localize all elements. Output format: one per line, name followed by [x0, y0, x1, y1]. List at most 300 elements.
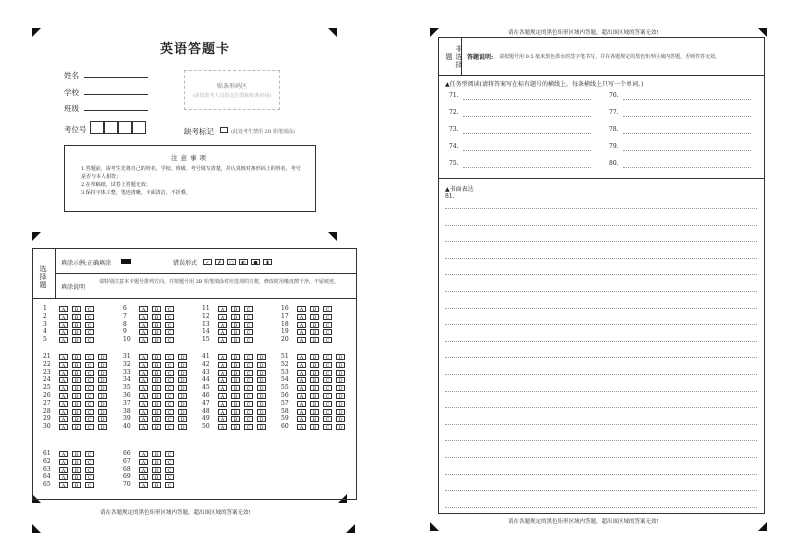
- answer-option-c[interactable]: C: [323, 354, 332, 360]
- answer-option-c[interactable]: C: [323, 377, 332, 383]
- task-answer-line[interactable]: [463, 133, 591, 134]
- answer-option-c[interactable]: C: [244, 314, 253, 320]
- answer-option-c[interactable]: C: [165, 377, 174, 383]
- answer-option-b[interactable]: B: [310, 362, 319, 368]
- writing-line[interactable]: [445, 424, 757, 425]
- answer-option-a[interactable]: A: [59, 354, 68, 360]
- answer-option-a[interactable]: A: [218, 370, 227, 376]
- answer-option-b[interactable]: B: [310, 354, 319, 360]
- writing-line[interactable]: [445, 391, 757, 392]
- answer-option-c[interactable]: C: [165, 409, 174, 415]
- answer-option-b[interactable]: B: [72, 385, 81, 391]
- answer-option-b[interactable]: B: [231, 401, 240, 407]
- answer-option-a[interactable]: A: [297, 377, 306, 383]
- answer-option-b[interactable]: B: [72, 322, 81, 328]
- task-item-number: 80.: [609, 160, 619, 167]
- answer-option-b[interactable]: B: [152, 337, 161, 343]
- answer-option-a[interactable]: A: [59, 474, 68, 480]
- answer-option-b[interactable]: B: [72, 337, 81, 343]
- answer-option-d[interactable]: D: [257, 393, 266, 399]
- answer-option-a[interactable]: A: [139, 401, 148, 407]
- task-answer-line[interactable]: [463, 116, 591, 117]
- writing-line[interactable]: [445, 341, 757, 342]
- answer-option-c[interactable]: C: [85, 409, 94, 415]
- answer-option-a[interactable]: A: [139, 322, 148, 328]
- answer-option-c[interactable]: C: [323, 393, 332, 399]
- writing-line[interactable]: [445, 440, 757, 441]
- answer-option-a[interactable]: A: [59, 451, 68, 457]
- task-answer-line[interactable]: [463, 99, 591, 100]
- answer-option-a[interactable]: A: [139, 409, 148, 415]
- answer-option-b[interactable]: B: [231, 329, 240, 335]
- answer-option-b[interactable]: B: [152, 401, 161, 407]
- answer-option-c[interactable]: C: [165, 306, 174, 312]
- answer-option-a[interactable]: A: [139, 451, 148, 457]
- answer-option-c[interactable]: C: [85, 337, 94, 343]
- answer-option-c[interactable]: C: [85, 482, 94, 488]
- answer-option-d[interactable]: D: [98, 401, 107, 407]
- answer-option-a[interactable]: A: [59, 416, 68, 422]
- answer-option-a[interactable]: A: [59, 385, 68, 391]
- task-answer-line[interactable]: [623, 133, 751, 134]
- answer-option-a[interactable]: A: [59, 329, 68, 335]
- answer-option-c[interactable]: C: [323, 409, 332, 415]
- seat-digit-box[interactable]: [90, 121, 104, 134]
- answer-option-c[interactable]: C: [85, 354, 94, 360]
- answer-option-d[interactable]: D: [178, 385, 187, 391]
- writing-line[interactable]: [445, 324, 757, 325]
- answer-option-b[interactable]: B: [152, 314, 161, 320]
- answer-option-c[interactable]: C: [165, 416, 174, 422]
- answer-option-a[interactable]: A: [139, 385, 148, 391]
- answer-option-d[interactable]: D: [336, 409, 345, 415]
- answer-option-c[interactable]: C: [323, 306, 332, 312]
- answer-option-c[interactable]: C: [323, 322, 332, 328]
- writing-line[interactable]: [445, 474, 757, 475]
- question-number: 47: [202, 399, 210, 407]
- answer-option-a[interactable]: A: [59, 314, 68, 320]
- answer-option-b[interactable]: B: [72, 474, 81, 480]
- answer-option-a[interactable]: A: [218, 322, 227, 328]
- answer-option-c[interactable]: C: [165, 337, 174, 343]
- wrong-dot-icon: ●: [251, 259, 260, 265]
- answer-option-d[interactable]: D: [98, 393, 107, 399]
- answer-option-a[interactable]: A: [139, 370, 148, 376]
- answer-option-d[interactable]: D: [178, 401, 187, 407]
- answer-option-d[interactable]: D: [257, 385, 266, 391]
- answer-option-c[interactable]: C: [85, 385, 94, 391]
- answer-option-b[interactable]: B: [72, 314, 81, 320]
- answer-option-a[interactable]: A: [59, 409, 68, 415]
- writing-line[interactable]: [445, 457, 757, 458]
- task-answer-line[interactable]: [463, 167, 591, 168]
- answer-option-c[interactable]: C: [323, 385, 332, 391]
- answer-option-c[interactable]: C: [244, 354, 253, 360]
- answer-option-d[interactable]: D: [178, 354, 187, 360]
- answer-option-c[interactable]: C: [244, 416, 253, 422]
- answer-option-a[interactable]: A: [59, 401, 68, 407]
- answer-option-c[interactable]: C: [165, 451, 174, 457]
- answer-option-b[interactable]: B: [310, 329, 319, 335]
- answer-option-a[interactable]: A: [218, 424, 227, 430]
- answer-option-c[interactable]: C: [323, 370, 332, 376]
- answer-option-c[interactable]: C: [165, 354, 174, 360]
- answer-option-d[interactable]: D: [336, 416, 345, 422]
- answer-option-a[interactable]: A: [139, 362, 148, 368]
- seat-digit-box[interactable]: [132, 121, 146, 134]
- answer-option-a[interactable]: A: [139, 337, 148, 343]
- answer-option-a[interactable]: A: [297, 354, 306, 360]
- answer-option-b[interactable]: B: [231, 322, 240, 328]
- answer-option-b[interactable]: B: [310, 424, 319, 430]
- answer-option-c[interactable]: C: [85, 393, 94, 399]
- writing-line[interactable]: [445, 308, 757, 309]
- answer-option-b[interactable]: B: [72, 459, 81, 465]
- answer-option-a[interactable]: A: [297, 393, 306, 399]
- question-number: 18: [281, 320, 289, 328]
- answer-option-b[interactable]: B: [152, 474, 161, 480]
- task-answer-line[interactable]: [463, 150, 591, 151]
- question-number: 36: [123, 392, 131, 399]
- answer-option-a[interactable]: A: [218, 385, 227, 391]
- answer-option-a[interactable]: A: [297, 416, 306, 422]
- answer-option-a[interactable]: A: [139, 314, 148, 320]
- answer-option-d[interactable]: D: [98, 362, 107, 368]
- answer-option-a[interactable]: A: [139, 416, 148, 422]
- answer-option-b[interactable]: B: [72, 424, 81, 430]
- answer-option-a[interactable]: A: [59, 377, 68, 383]
- answer-option-b[interactable]: B: [72, 401, 81, 407]
- answer-option-a[interactable]: A: [139, 306, 148, 312]
- answer-option-c[interactable]: C: [85, 370, 94, 376]
- answer-option-c[interactable]: C: [165, 385, 174, 391]
- answer-option-b[interactable]: B: [72, 482, 81, 488]
- answer-option-b[interactable]: B: [310, 385, 319, 391]
- writing-line[interactable]: [445, 374, 757, 375]
- answer-option-c[interactable]: C: [244, 385, 253, 391]
- writing-line[interactable]: [445, 225, 757, 226]
- answer-option-b[interactable]: B: [231, 377, 240, 383]
- answer-option-d[interactable]: D: [336, 377, 345, 383]
- answer-option-b[interactable]: B: [72, 409, 81, 415]
- answer-option-b[interactable]: B: [152, 306, 161, 312]
- answer-option-b[interactable]: B: [72, 306, 81, 312]
- answer-option-d[interactable]: D: [98, 424, 107, 430]
- task-answer-line[interactable]: [623, 99, 751, 100]
- answer-option-c[interactable]: C: [244, 322, 253, 328]
- answer-option-c[interactable]: C: [244, 337, 253, 343]
- answer-option-b[interactable]: B: [231, 306, 240, 312]
- answer-option-a[interactable]: A: [218, 377, 227, 383]
- answer-option-c[interactable]: C: [165, 314, 174, 320]
- answer-option-a[interactable]: A: [59, 337, 68, 343]
- answer-option-b[interactable]: B: [231, 370, 240, 376]
- answer-option-a[interactable]: A: [297, 385, 306, 391]
- answer-option-b[interactable]: B: [152, 362, 161, 368]
- answer-option-b[interactable]: B: [152, 416, 161, 422]
- answer-option-b[interactable]: B: [310, 377, 319, 383]
- answer-option-b[interactable]: B: [231, 385, 240, 391]
- answer-option-c[interactable]: C: [165, 474, 174, 480]
- answer-option-c[interactable]: C: [85, 329, 94, 335]
- answer-option-b[interactable]: B: [231, 409, 240, 415]
- question-number: 4: [43, 328, 47, 336]
- answer-option-c[interactable]: C: [323, 337, 332, 343]
- answer-option-c[interactable]: C: [165, 329, 174, 335]
- answer-option-a[interactable]: A: [139, 329, 148, 335]
- answer-option-c[interactable]: C: [165, 362, 174, 368]
- answer-option-c[interactable]: C: [244, 409, 253, 415]
- answer-option-a[interactable]: A: [297, 329, 306, 335]
- answer-option-a[interactable]: A: [297, 322, 306, 328]
- name-field[interactable]: [84, 77, 148, 78]
- answer-option-c[interactable]: C: [244, 401, 253, 407]
- answer-option-a[interactable]: A: [139, 354, 148, 360]
- answer-option-c[interactable]: C: [165, 467, 174, 473]
- seat-digit-box[interactable]: [104, 121, 118, 134]
- answer-option-c[interactable]: C: [244, 424, 253, 430]
- answer-option-b[interactable]: B: [310, 416, 319, 422]
- task-answer-line[interactable]: [623, 116, 751, 117]
- answer-option-c[interactable]: C: [85, 306, 94, 312]
- answer-option-d[interactable]: D: [336, 385, 345, 391]
- question-number: 64: [43, 473, 51, 481]
- answer-option-c[interactable]: C: [85, 377, 94, 383]
- answer-option-a[interactable]: A: [297, 306, 306, 312]
- answer-option-b[interactable]: B: [72, 329, 81, 335]
- corner-mark: [328, 232, 337, 241]
- answer-option-a[interactable]: A: [59, 362, 68, 368]
- answer-option-b[interactable]: B: [152, 467, 161, 473]
- writing-line[interactable]: [445, 357, 757, 358]
- answer-option-b[interactable]: B: [72, 416, 81, 422]
- answer-option-a[interactable]: A: [59, 424, 68, 430]
- writing-line[interactable]: [445, 208, 757, 209]
- answer-option-a[interactable]: A: [59, 306, 68, 312]
- answer-option-b[interactable]: B: [231, 337, 240, 343]
- answer-option-b[interactable]: B: [152, 482, 161, 488]
- answer-option-b[interactable]: B: [72, 377, 81, 383]
- answer-option-b[interactable]: B: [152, 424, 161, 430]
- answer-option-a[interactable]: A: [139, 393, 148, 399]
- answer-option-a[interactable]: A: [59, 459, 68, 465]
- answer-option-a[interactable]: A: [218, 409, 227, 415]
- answer-option-b[interactable]: B: [310, 322, 319, 328]
- filled-example-mark: [121, 259, 131, 264]
- answer-option-b[interactable]: B: [152, 377, 161, 383]
- answer-option-b[interactable]: B: [72, 467, 81, 473]
- answer-option-c[interactable]: C: [165, 370, 174, 376]
- answer-option-a[interactable]: A: [218, 362, 227, 368]
- answer-option-c[interactable]: C: [244, 329, 253, 335]
- answer-option-a[interactable]: A: [297, 337, 306, 343]
- answer-option-c[interactable]: C: [244, 370, 253, 376]
- answer-option-a[interactable]: A: [139, 377, 148, 383]
- answer-option-b[interactable]: B: [310, 337, 319, 343]
- answer-option-c[interactable]: C: [165, 482, 174, 488]
- answer-option-d[interactable]: D: [257, 424, 266, 430]
- answer-option-c[interactable]: C: [244, 377, 253, 383]
- answer-option-c[interactable]: C: [323, 329, 332, 335]
- answer-option-c[interactable]: C: [85, 459, 94, 465]
- answer-option-b[interactable]: B: [152, 409, 161, 415]
- writing-line[interactable]: [445, 291, 757, 292]
- answer-option-d[interactable]: D: [98, 416, 107, 422]
- answer-option-b[interactable]: B: [231, 416, 240, 422]
- answer-option-a[interactable]: A: [139, 467, 148, 473]
- answer-option-b[interactable]: B: [310, 401, 319, 407]
- answer-option-d[interactable]: D: [257, 362, 266, 368]
- answer-option-a[interactable]: A: [297, 314, 306, 320]
- task-answer-line[interactable]: [623, 167, 751, 168]
- answer-option-d[interactable]: D: [257, 377, 266, 383]
- answer-option-c[interactable]: C: [165, 393, 174, 399]
- answer-option-b[interactable]: B: [152, 370, 161, 376]
- barcode-title: 贴条形码区: [216, 83, 247, 90]
- answer-option-d[interactable]: D: [178, 409, 187, 415]
- answer-option-d[interactable]: D: [178, 370, 187, 376]
- answer-option-a[interactable]: A: [59, 393, 68, 399]
- answer-option-d[interactable]: D: [178, 362, 187, 368]
- answer-option-b[interactable]: B: [310, 409, 319, 415]
- answer-option-a[interactable]: A: [218, 401, 227, 407]
- writing-line[interactable]: [445, 241, 757, 242]
- answer-option-d[interactable]: D: [178, 393, 187, 399]
- answer-option-c[interactable]: C: [244, 306, 253, 312]
- answer-option-d[interactable]: D: [178, 416, 187, 422]
- answer-option-c[interactable]: C: [165, 401, 174, 407]
- answer-option-a[interactable]: A: [59, 482, 68, 488]
- answer-option-c[interactable]: C: [323, 314, 332, 320]
- answer-option-d[interactable]: D: [178, 377, 187, 383]
- answer-option-a[interactable]: A: [139, 474, 148, 480]
- answer-option-a[interactable]: A: [218, 393, 227, 399]
- answer-option-d[interactable]: D: [257, 409, 266, 415]
- answer-option-c[interactable]: C: [85, 322, 94, 328]
- answer-option-a[interactable]: A: [139, 482, 148, 488]
- writing-line[interactable]: [445, 274, 757, 275]
- answer-option-c[interactable]: C: [85, 314, 94, 320]
- absent-checkbox[interactable]: [220, 127, 228, 133]
- answer-option-c[interactable]: C: [323, 362, 332, 368]
- answer-option-b[interactable]: B: [152, 385, 161, 391]
- nonchoice-section: [438, 37, 765, 514]
- answer-option-d[interactable]: D: [178, 424, 187, 430]
- answer-option-a[interactable]: A: [218, 306, 227, 312]
- answer-option-a[interactable]: A: [218, 354, 227, 360]
- answer-option-b[interactable]: B: [152, 354, 161, 360]
- answer-option-a[interactable]: A: [59, 322, 68, 328]
- answer-option-b[interactable]: B: [152, 322, 161, 328]
- answer-option-d[interactable]: D: [336, 424, 345, 430]
- answer-option-a[interactable]: A: [297, 409, 306, 415]
- answer-option-a[interactable]: A: [297, 362, 306, 368]
- question-number: 61: [43, 450, 51, 457]
- answer-option-b[interactable]: B: [310, 314, 319, 320]
- answer-option-b[interactable]: B: [72, 362, 81, 368]
- answer-option-c[interactable]: C: [85, 474, 94, 480]
- answer-option-d[interactable]: D: [336, 354, 345, 360]
- answer-option-c[interactable]: C: [165, 424, 174, 430]
- answer-option-c[interactable]: C: [85, 362, 94, 368]
- answer-option-b[interactable]: B: [152, 459, 161, 465]
- writing-line[interactable]: [445, 258, 757, 259]
- answer-option-d[interactable]: D: [336, 401, 345, 407]
- answer-option-c[interactable]: C: [244, 362, 253, 368]
- answer-option-d[interactable]: D: [257, 354, 266, 360]
- answer-option-b[interactable]: B: [231, 362, 240, 368]
- writing-line[interactable]: [445, 490, 757, 491]
- answer-option-c[interactable]: C: [244, 393, 253, 399]
- answer-option-d[interactable]: D: [98, 385, 107, 391]
- answer-option-b[interactable]: B: [231, 314, 240, 320]
- answer-option-b[interactable]: B: [310, 370, 319, 376]
- answer-option-d[interactable]: D: [257, 416, 266, 422]
- answer-option-b[interactable]: B: [72, 393, 81, 399]
- answer-option-b[interactable]: B: [152, 451, 161, 457]
- answer-option-c[interactable]: C: [165, 459, 174, 465]
- answer-option-d[interactable]: D: [336, 362, 345, 368]
- answer-option-d[interactable]: D: [336, 370, 345, 376]
- answer-option-c[interactable]: C: [165, 322, 174, 328]
- answer-option-b[interactable]: B: [231, 424, 240, 430]
- class-field[interactable]: [84, 110, 148, 111]
- answer-option-d[interactable]: D: [257, 401, 266, 407]
- answer-option-b[interactable]: B: [310, 393, 319, 399]
- answer-option-d[interactable]: D: [98, 354, 107, 360]
- answer-option-d[interactable]: D: [98, 377, 107, 383]
- answer-option-a[interactable]: A: [59, 467, 68, 473]
- answer-option-a[interactable]: A: [59, 370, 68, 376]
- answer-option-c[interactable]: C: [85, 424, 94, 430]
- answer-option-b[interactable]: B: [231, 354, 240, 360]
- answer-option-a[interactable]: A: [139, 424, 148, 430]
- answer-option-b[interactable]: B: [72, 354, 81, 360]
- answer-option-c[interactable]: C: [323, 416, 332, 422]
- answer-option-a[interactable]: A: [297, 401, 306, 407]
- answer-option-d[interactable]: D: [257, 370, 266, 376]
- writing-line[interactable]: [445, 507, 757, 508]
- answer-option-c[interactable]: C: [85, 401, 94, 407]
- answer-option-b[interactable]: B: [72, 370, 81, 376]
- answer-option-d[interactable]: D: [98, 409, 107, 415]
- answer-option-b[interactable]: B: [152, 393, 161, 399]
- answer-option-b[interactable]: B: [152, 329, 161, 335]
- writing-line[interactable]: [445, 407, 757, 408]
- answer-option-c[interactable]: C: [85, 416, 94, 422]
- answer-option-a[interactable]: A: [218, 337, 227, 343]
- task-answer-line[interactable]: [623, 150, 751, 151]
- answer-option-a[interactable]: A: [218, 329, 227, 335]
- answer-option-c[interactable]: C: [85, 451, 94, 457]
- answer-option-a[interactable]: A: [297, 370, 306, 376]
- instruction-label: 答题说明:: [467, 54, 494, 61]
- answer-option-a[interactable]: A: [218, 416, 227, 422]
- answer-option-b[interactable]: B: [72, 451, 81, 457]
- school-field[interactable]: [84, 94, 148, 95]
- answer-option-c[interactable]: C: [323, 424, 332, 430]
- seat-digit-box[interactable]: [118, 121, 132, 134]
- answer-option-c[interactable]: C: [85, 467, 94, 473]
- answer-option-a[interactable]: A: [139, 459, 148, 465]
- answer-option-d[interactable]: D: [98, 370, 107, 376]
- answer-option-a[interactable]: A: [218, 314, 227, 320]
- answer-option-b[interactable]: B: [310, 306, 319, 312]
- answer-option-d[interactable]: D: [336, 393, 345, 399]
- answer-option-c[interactable]: C: [323, 401, 332, 407]
- answer-option-a[interactable]: A: [297, 424, 306, 430]
- answer-option-b[interactable]: B: [231, 393, 240, 399]
